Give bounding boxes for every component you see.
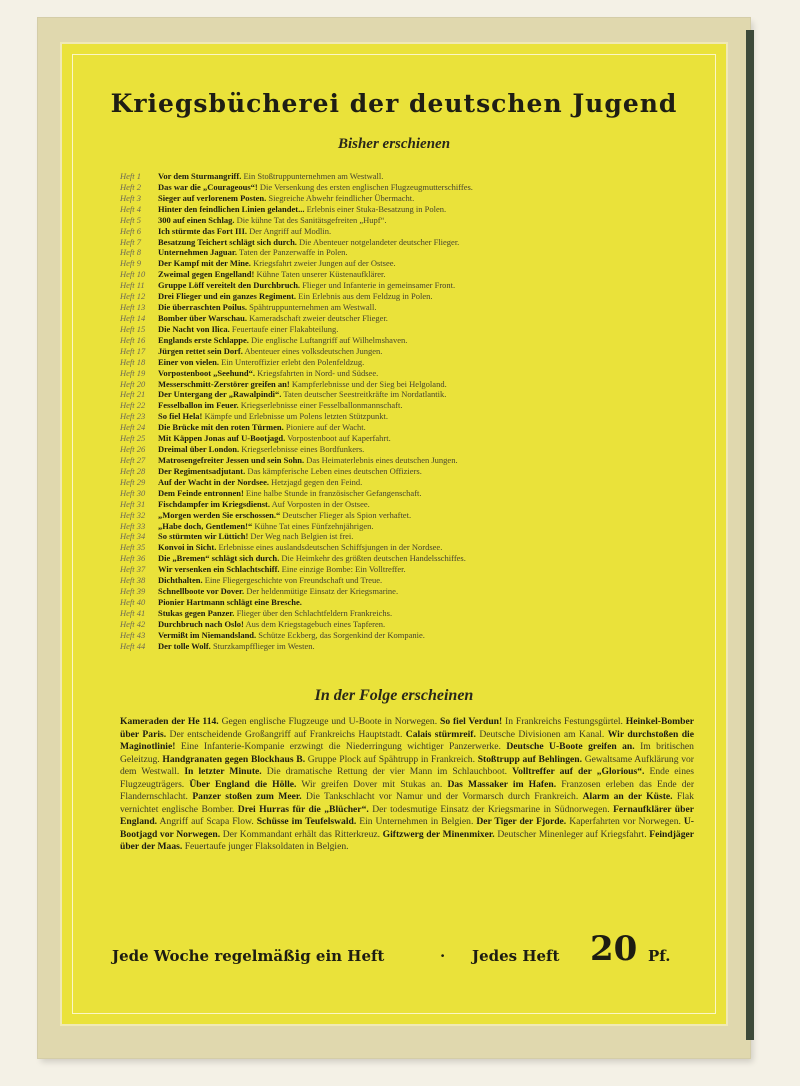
issue-number: Heft 23 (120, 411, 146, 422)
list-item (120, 564, 680, 575)
issue-title: So fiel Hela! (158, 411, 203, 422)
footer-each-issue-text: Jedes Heft (472, 947, 560, 965)
issue-description: Abenteuer eines volksdeutschen Jungen. (244, 345, 383, 356)
issue-description: Spähtruppunternehmen am Westwall. (249, 302, 377, 313)
list-item (120, 499, 680, 510)
issue-number: Heft 9 (120, 258, 142, 269)
book-edge (746, 30, 754, 1040)
issue-number: Heft 11 (120, 280, 145, 291)
issue-title: Mit Käppen Jonas auf U-Bootjagd. (158, 433, 286, 444)
issue-number: Heft 31 (120, 498, 146, 509)
issue-number: Heft 18 (120, 356, 146, 367)
issue-description: Hetzjagd gegen den Feind. (271, 476, 363, 487)
issue-description: Der heldenmütige Einsatz der Kriegsmarine. (246, 586, 399, 597)
issue-number: Heft 44 (120, 640, 146, 651)
upcoming-paragraph (120, 716, 694, 854)
upcoming-description: Die dramatische Rettung der vier Mann im Schlauchboot. (266, 766, 508, 777)
issue-title: Vorpostenboot „Seehund“. (158, 367, 255, 378)
upcoming-description: Deutscher Minenleger auf Kriegsfahrt. (497, 828, 647, 840)
issue-number: Heft 30 (120, 487, 146, 498)
issue-number: Heft 3 (120, 192, 142, 203)
issue-title: „Morgen werden Sie erschossen.“ (158, 509, 281, 520)
upcoming-title: In letzter Minute. (184, 766, 262, 777)
upcoming-description: Wir greifen Dover mit Stukas an. (301, 778, 443, 790)
issue-description: Feuertaufe einer Flakabteilung. (231, 323, 339, 334)
issue-number: Heft 34 (120, 531, 146, 542)
list-item (120, 597, 680, 608)
issue-description: Flieger und Infanterie in gemeinsamer Front. (302, 280, 456, 291)
issue-description: Eine halbe Stunde in französischer Gefangenschaft. (245, 487, 422, 498)
issue-description: Vorpostenboot auf Kaperfahrt. (287, 433, 391, 444)
issue-number: Heft 40 (120, 596, 146, 607)
upcoming-description: Der entscheidende Großangriff auf Frankreichs Hauptstadt. (169, 728, 403, 740)
issue-description: Der Weg nach Belgien ist frei. (250, 531, 354, 542)
issue-number: Heft 25 (120, 433, 146, 444)
list-item (120, 422, 680, 433)
issue-title: Vermißt im Niemandsland. (158, 629, 257, 640)
section-heading-published: Bisher erschienen (337, 136, 451, 152)
issue-number: Heft 13 (120, 302, 146, 313)
list-item (120, 215, 680, 226)
issue-number: Heft 4 (120, 203, 142, 214)
list-item (120, 510, 680, 521)
issue-title: Wir versenken ein Schlachtschiff. (158, 564, 280, 575)
list-item (120, 444, 680, 455)
issue-title: 300 auf einen Schlag. (158, 214, 235, 225)
issue-title: Dreimal über London. (158, 444, 240, 455)
upcoming-description: Gegen englische Flugzeuge und U-Boote in Norwegen. (221, 716, 438, 727)
issue-list (120, 171, 680, 652)
issue-title: Matrosengefreiter Jessen und sein Sohn. (158, 454, 305, 465)
issue-description: Kühne Taten unserer Küstenaufklärer. (256, 269, 386, 280)
issue-title: Drei Flieger und ein ganzes Regiment. (158, 291, 297, 302)
upcoming-description: Ende eines Flugzeugträgers. (120, 766, 694, 790)
issue-number: Heft 42 (120, 618, 146, 629)
list-item (120, 313, 680, 324)
list-item (120, 619, 680, 630)
list-item (120, 389, 680, 400)
issue-description: Schütze Eckberg, das Sorgenkind der Kompanie. (258, 629, 425, 640)
issue-description: Ein Unteroffizier erlebt den Polenfeldzug. (221, 356, 365, 367)
issue-description: Deutscher Flieger als Spion verhaftet. (282, 509, 412, 520)
price-unit: Pf. (648, 947, 671, 965)
upcoming-description: Eine Infanterie-Kompanie erzwingt die Niederringung wichtiger Panzerwerke. (180, 741, 501, 752)
issue-title: Zweimal gegen Engelland! (158, 269, 255, 280)
issue-title: Fesselballon im Feuer. (158, 400, 239, 411)
issue-title: Sieger auf verlorenem Posten. (158, 192, 267, 203)
issue-description: Erlebnis einer Stuka-Besatzung in Polen. (306, 203, 447, 214)
issue-number: Heft 26 (120, 444, 146, 455)
issue-number: Heft 32 (120, 509, 146, 520)
upcoming-title: Über England die Hölle. (189, 778, 297, 790)
issue-title: Dem Feinde entronnen! (158, 487, 244, 498)
issue-description: Taten der Panzerwaffe in Polen. (239, 247, 348, 258)
upcoming-title: Panzer stoßen zum Meer. (192, 791, 302, 802)
issue-title: Die Nacht von Ilica. (158, 323, 230, 334)
issue-title: Gruppe Löff vereitelt den Durchbruch. (158, 280, 301, 291)
issue-description: Die Abenteuer notgelandeter deutscher Flieger. (299, 236, 460, 247)
list-item (120, 586, 680, 597)
list-item (120, 553, 680, 564)
issue-title: Durchbruch nach Oslo! (158, 618, 244, 629)
list-item (120, 269, 680, 280)
issue-number: Heft 2 (120, 181, 142, 192)
upcoming-description: Gruppe Plock auf Spähtrupp in Frankreich. (307, 753, 475, 765)
issue-number: Heft 16 (120, 334, 146, 345)
list-item (120, 237, 680, 248)
list-item (120, 400, 680, 411)
issue-title: Messerschmitt-Zerstörer greifen an! (158, 378, 290, 389)
upcoming-description: Franzosen erleben das Ende der Flandernschlacht. (120, 778, 695, 802)
list-item (120, 324, 680, 335)
issue-description: Kämpfe und Erlebnisse um Polens letzten Stützpunkt. (204, 411, 388, 422)
issue-number: Heft 41 (120, 607, 146, 618)
issue-number: Heft 43 (120, 629, 146, 640)
upcoming-description: Gewaltsame Aufklärung vor dem Westwall. (120, 753, 694, 777)
issue-description: Kameradschaft zweier deutscher Flieger. (249, 312, 388, 323)
issue-title: Vor dem Sturmangriff. (158, 171, 242, 181)
upcoming-title: Handgranaten gegen Blockhaus B. (162, 753, 306, 765)
upcoming-title: Das Massaker im Hafen. (447, 778, 557, 790)
footer (112, 929, 692, 974)
list-item (120, 258, 680, 269)
issue-number: Heft 36 (120, 553, 146, 564)
issue-title: Die überraschten Poilus. (158, 302, 248, 313)
upcoming-title: Alarm an der Küste. (582, 791, 673, 802)
issue-description: Ein Stoßtruppunternehmen am Westwall. (243, 171, 384, 181)
issue-number: Heft 37 (120, 564, 146, 575)
issue-description: Die Versenkung des ersten englischen Flugzeugmutterschiffes. (259, 181, 473, 192)
list-item (120, 630, 680, 641)
issue-number: Heft 33 (120, 520, 146, 531)
issue-description: Erlebnisse eines auslandsdeutschen Schiffsjungen in der Nordsee. (218, 542, 443, 553)
list-item (120, 379, 680, 390)
upcoming-description: Flak vernichtet englische Bomber. (120, 791, 694, 815)
issue-number: Heft 14 (120, 312, 146, 323)
list-item (120, 641, 680, 652)
issue-title: Einer von vielen. (158, 356, 219, 367)
issue-description: Kriegsfahrten in Nord- und Südsee. (257, 367, 379, 378)
issue-description: Flieger über den Schlachtfeldern Frankreichs. (236, 607, 393, 618)
upcoming-title: So fiel Verdun! (439, 716, 503, 727)
issue-title: Unternehmen Jaguar. (158, 247, 238, 258)
issue-title: Der Untergang der „Rawalpindi“. (158, 389, 282, 400)
issue-description: Das Heimaterlebnis eines deutschen Jungen. (306, 454, 458, 465)
issue-description: Sturzkampfflieger im Westen. (212, 640, 315, 651)
issue-description: Der Angriff auf Modlin. (249, 225, 332, 236)
upcoming-title: Volltreffer auf der „Glorious“. (512, 766, 645, 777)
issue-number: Heft 22 (120, 400, 146, 411)
issue-title: Jürgen rettet sein Dorf. (158, 345, 243, 356)
yellow-panel (60, 42, 728, 1026)
upcoming-description: Feuertaufe junger Flaksoldaten in Belgien. (184, 841, 349, 852)
issue-title: Ich stürmte das Fort III. (158, 225, 248, 236)
issue-description: Kühne Tat eines Fünfzehnjährigen. (254, 520, 374, 531)
price-value: 20 (590, 929, 638, 969)
list-item (120, 280, 680, 291)
upcoming-title: Fernaufklärer über England. (120, 803, 694, 827)
issue-description: Aus dem Kriegstagebuch eines Tapferen. (245, 618, 386, 629)
issue-number: Heft 10 (120, 269, 146, 280)
list-item (120, 182, 680, 193)
list-item (120, 488, 680, 499)
list-item (120, 346, 680, 357)
upcoming-description: Angriff auf Scapa Flow. (159, 816, 254, 827)
upcoming-title: Stoßtrupp auf Behlingen. (477, 753, 582, 765)
upcoming-description: Kaperfahrten vor Norwegen. (569, 816, 681, 827)
list-item (120, 411, 680, 422)
issue-description: Kampferlebnisse und der Sieg bei Helgoland. (291, 378, 447, 389)
issue-title: Die „Bremen“ schlägt sich durch. (158, 553, 280, 564)
upcoming-title: Calais stürmreif. (405, 728, 476, 740)
issue-number: Heft 17 (120, 345, 146, 356)
upcoming-description: Deutsche Divisionen am Kanal. (479, 728, 605, 740)
issue-description: Kriegserlebnisse eines Bordfunkers. (241, 444, 365, 455)
list-item (120, 531, 680, 542)
upcoming-title: Wir durchstoßen die Maginotlinie! (120, 728, 694, 752)
issue-number: Heft 15 (120, 323, 146, 334)
issue-description: Pioniere auf der Wacht. (285, 422, 366, 433)
list-item (120, 542, 680, 553)
issue-number: Heft 12 (120, 291, 146, 302)
upcoming-title: Feindjäger über der Maas. (120, 828, 695, 852)
issue-description: Kriegserlebnisse einer Fesselballonmannschaft. (240, 400, 403, 411)
issue-number: Heft 21 (120, 389, 146, 400)
issue-number: Heft 5 (120, 214, 142, 225)
issue-number: Heft 35 (120, 542, 146, 553)
list-item (120, 575, 680, 586)
issue-description: Ein Erlebnis aus dem Feldzug in Polen. (298, 291, 433, 302)
upcoming-description: Der todesmutige Einsatz der Kriegsmarine in Südnorwegen. (372, 803, 610, 815)
issue-title: Bomber über Warschau. (158, 312, 248, 323)
list-item (120, 226, 680, 237)
list-item (120, 466, 680, 477)
issue-number: Heft 20 (120, 378, 146, 389)
list-item (120, 455, 680, 466)
issue-title: Pionier Hartmann schlägt eine Bresche. (158, 596, 302, 607)
list-item (120, 368, 680, 379)
issue-title: Stukas gegen Panzer. (158, 607, 235, 618)
issue-number: Heft 1 (120, 171, 142, 181)
issue-title: Der tolle Wolf. (158, 640, 211, 651)
upcoming-title: Der Tiger der Fjorde. (476, 816, 567, 827)
issue-title: So stürmten wir Lüttich! (158, 531, 249, 542)
issue-title: Schnellboote vor Dover. (158, 586, 245, 597)
upcoming-title: Heinkel-Bomber über Paris. (120, 716, 694, 740)
issue-number: Heft 27 (120, 454, 146, 465)
list-item (120, 171, 680, 182)
issue-number: Heft 6 (120, 225, 142, 236)
upcoming-title: Schüsse im Teufelswald. (256, 816, 357, 827)
list-item (120, 291, 680, 302)
upcoming-title: Deutsche U-Boote greifen an. (506, 741, 635, 752)
issue-description: Taten deutscher Seestreitkräfte im Nordatlantik. (283, 389, 447, 400)
issue-description: Auf Vorposten in der Ostsee. (271, 498, 370, 509)
issue-description: Siegreiche Abwehr feindlicher Übermacht. (268, 192, 415, 203)
list-item (120, 193, 680, 204)
issue-description: Die Heimkehr des größten deutschen Handelsschiffes. (281, 553, 466, 564)
upcoming-description: Die Tankschlacht vor Namur und der Vormarsch durch Frankreich. (306, 791, 579, 802)
issue-number: Heft 28 (120, 465, 146, 476)
upcoming-title: Drei Hurras für die „Blücher“. (237, 803, 369, 815)
issue-description: Eine einzige Bombe: Ein Volltreffer. (281, 564, 406, 575)
list-item (120, 247, 680, 258)
issue-description: Eine Fliegergeschichte von Freundschaft und Treue. (204, 575, 383, 586)
issue-description: Die kühne Tat des Sanitätsgefreiten „Hupf“. (236, 214, 387, 225)
issue-title: Das war die „Courageous“! (158, 181, 258, 192)
issue-number: Heft 8 (120, 247, 142, 258)
list-item (120, 335, 680, 346)
footer-separator: · (440, 947, 446, 965)
issue-number: Heft 29 (120, 476, 146, 487)
issue-number: Heft 24 (120, 422, 146, 433)
list-item (120, 521, 680, 532)
list-item (120, 477, 680, 488)
issue-title: Hinter den feindlichen Linien gelandet... (158, 203, 305, 214)
list-item (120, 608, 680, 619)
issue-description: Die englische Luftangriff auf Wilhelmshaven. (251, 334, 408, 345)
issue-title: Auf der Wacht in der Nordsee. (158, 476, 269, 487)
issue-title: „Habe doch, Gentlemen!“ (158, 520, 253, 531)
issue-title: Die Brücke mit den roten Türmen. (158, 422, 284, 433)
issue-title: Konvoi in Sicht. (158, 542, 217, 553)
issue-title: Der Kampf mit der Mine. (158, 258, 251, 269)
issue-title: Dichthalten. (158, 575, 203, 586)
upcoming-title: Giftzwerg der Minenmixer. (382, 828, 495, 840)
list-item (120, 433, 680, 444)
section-heading-upcoming: In der Folge erscheinen (314, 687, 474, 704)
issue-number: Heft 39 (120, 586, 146, 597)
issue-description: Das kämpferische Leben eines deutschen Offiziers. (247, 465, 422, 476)
issue-number: Heft 7 (120, 236, 142, 247)
upcoming-description: Im britischen Geleitzug. (120, 741, 694, 765)
issue-title: Fischdampfer im Kriegsdienst. (158, 498, 270, 509)
issue-title: Der Regimentsadjutant. (158, 465, 246, 476)
footer-weekly-text: Jede Woche regelmäßig ein Heft (112, 947, 385, 965)
issue-title: Englands erste Schlappe. (158, 334, 249, 345)
list-item (120, 302, 680, 313)
upcoming-description: Ein Unternehmen in Belgien. (359, 816, 474, 827)
list-item (120, 357, 680, 368)
upcoming-description: In Frankreichs Festungsgürtel. (505, 716, 623, 727)
page-title: Kriegsbücherei der deutschen Jugend (110, 89, 678, 118)
list-item (120, 204, 680, 215)
issue-title: Besatzung Teichert schlägt sich durch. (158, 236, 297, 247)
issue-number: Heft 38 (120, 575, 146, 586)
issue-description: Kriegsfahrt zweier Jungen auf der Ostsee. (253, 258, 396, 269)
upcoming-title: Kameraden der He 114. (120, 716, 219, 727)
issue-number: Heft 19 (120, 367, 146, 378)
upcoming-description: Der Kommandant erhält das Ritterkreuz. (222, 828, 381, 840)
upcoming-title: U-Bootjagd vor Norwegen. (120, 816, 694, 840)
